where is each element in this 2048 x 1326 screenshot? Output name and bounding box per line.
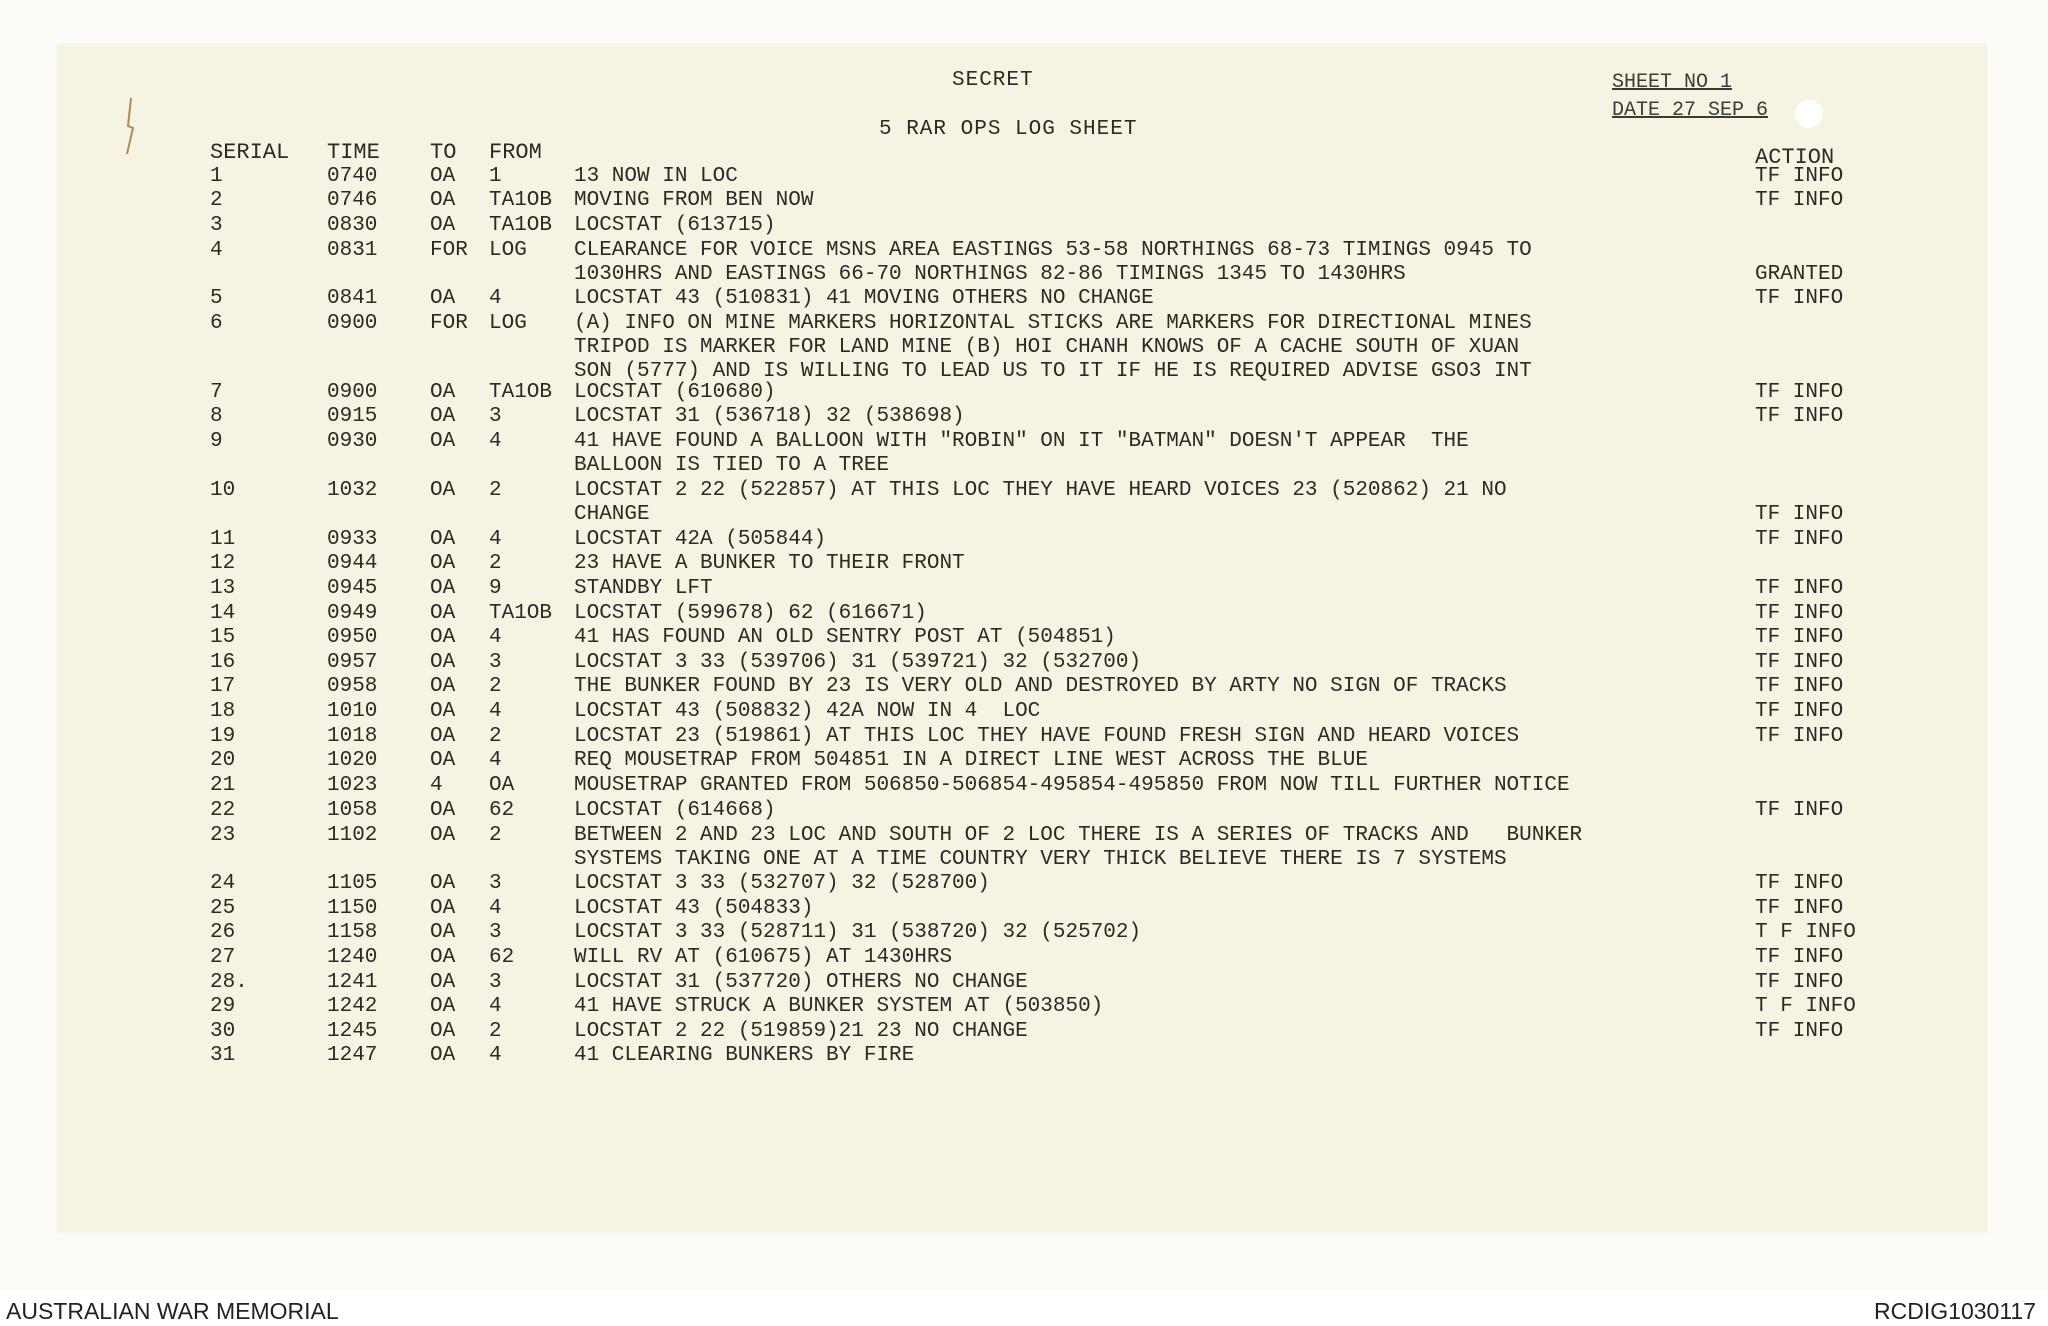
classification-label: SECRET <box>952 69 1034 92</box>
serial-cell: 9 <box>210 430 223 453</box>
time-cell: 1245 <box>327 1020 378 1043</box>
to-cell: OA <box>430 824 456 847</box>
to-cell: OA <box>430 528 456 551</box>
from-cell: 3 <box>489 971 502 994</box>
to-cell: OA <box>430 651 456 674</box>
action-row <box>57 725 1987 749</box>
table-row-continuation <box>57 454 1987 478</box>
col-header-to: TO <box>430 140 457 165</box>
serial-cell: 18 <box>210 700 236 723</box>
time-cell: 0831 <box>327 239 378 262</box>
from-cell: 4 <box>489 626 502 649</box>
time-cell: 0957 <box>327 651 378 674</box>
table-row-continuation <box>57 848 1987 872</box>
action-cell: TF INFO <box>1755 577 1844 600</box>
table-row <box>57 430 1987 454</box>
time-cell: 1020 <box>327 749 378 772</box>
from-cell: 9 <box>489 577 502 600</box>
time-cell: 1032 <box>327 479 378 502</box>
from-cell: 1 <box>489 165 502 188</box>
serial-cell: 29 <box>210 995 236 1018</box>
to-cell: OA <box>430 872 456 895</box>
message-cell: LOCSTAT 2 22 (522857) AT THIS LOC THEY HAVE HEARD VOICES 23 (520862) 21 NO <box>574 479 1507 502</box>
message-cell: TRIPOD IS MARKER FOR LAND MINE (B) HOI CHANH KNOWS OF A CACHE SOUTH OF XUAN <box>574 336 1520 359</box>
message-cell: 41 HAVE STRUCK A BUNKER SYSTEM AT (503850) <box>574 995 1104 1018</box>
table-row <box>57 774 1987 798</box>
message-cell: 1030HRS AND EASTINGS 66-70 NORTHINGS 82-86 TIMINGS 1345 TO 1430HRS <box>574 263 1406 286</box>
from-cell: TA1OB <box>489 602 553 625</box>
serial-cell: 24 <box>210 872 236 895</box>
col-header-from: FROM <box>489 140 542 165</box>
message-cell: BETWEEN 2 AND 23 LOC AND SOUTH OF 2 LOC THERE IS A SERIES OF TRACKS AND BUNKER <box>574 824 1583 847</box>
action-cell: GRANTED <box>1755 263 1844 286</box>
message-cell: MOUSETRAP GRANTED FROM 506850-506854-495854-495850 FROM NOW TILL FURTHER NOTICE <box>574 774 1570 797</box>
time-cell: 0958 <box>327 675 378 698</box>
action-cell: TF INFO <box>1755 602 1844 625</box>
table-row <box>57 824 1987 848</box>
serial-cell: 22 <box>210 799 236 822</box>
serial-cell: 28. <box>210 971 248 994</box>
time-cell: 0915 <box>327 405 378 428</box>
time-cell: 1242 <box>327 995 378 1018</box>
to-cell: OA <box>430 799 456 822</box>
to-cell: OA <box>430 430 456 453</box>
message-cell: LOCSTAT 23 (519861) AT THIS LOC THEY HAVE FOUND FRESH SIGN AND HEARD VOICES <box>574 725 1520 748</box>
table-row <box>57 239 1987 263</box>
serial-cell: 2 <box>210 189 223 212</box>
message-cell: LOCSTAT (614668) <box>574 799 776 822</box>
message-cell: 41 CLEARING BUNKERS BY FIRE <box>574 1044 915 1067</box>
action-cell: TF INFO <box>1755 872 1844 895</box>
to-cell: OA <box>430 287 456 310</box>
page-title: 5 RAR OPS LOG SHEET <box>879 118 1138 141</box>
serial-cell: 27 <box>210 946 236 969</box>
action-row <box>57 528 1987 552</box>
action-row <box>57 700 1987 724</box>
from-cell: LOG <box>489 239 527 262</box>
table-row <box>57 214 1987 238</box>
from-cell: 3 <box>489 872 502 895</box>
serial-cell: 1 <box>210 165 223 188</box>
message-cell: CLEARANCE FOR VOICE MSNS AREA EASTINGS 53-58 NORTHINGS 68-73 TIMINGS 0945 TO <box>574 239 1532 262</box>
action-row <box>57 577 1987 601</box>
to-cell: OA <box>430 577 456 600</box>
serial-cell: 14 <box>210 602 236 625</box>
message-cell: WILL RV AT (610675) AT 1430HRS <box>574 946 953 969</box>
sheet-number: SHEET NO 1 <box>1612 71 1733 94</box>
table-row <box>57 479 1987 503</box>
to-cell: OA <box>430 1020 456 1043</box>
from-cell: 4 <box>489 430 502 453</box>
from-cell: 3 <box>489 651 502 674</box>
from-cell: TA1OB <box>489 214 553 237</box>
from-cell: 2 <box>489 675 502 698</box>
action-row <box>57 995 1987 1019</box>
message-cell: LOCSTAT 43 (510831) 41 MOVING OTHERS NO CHANGE <box>574 287 1154 310</box>
time-cell: 0900 <box>327 312 378 335</box>
to-cell: OA <box>430 189 456 212</box>
message-cell: (A) INFO ON MINE MARKERS HORIZONTAL STICKS ARE MARKERS FOR DIRECTIONAL MINES <box>574 312 1532 335</box>
message-cell: THE BUNKER FOUND BY 23 IS VERY OLD AND DESTROYED BY ARTY NO SIGN OF TRACKS <box>574 675 1507 698</box>
to-cell: 4 <box>430 774 443 797</box>
message-cell: LOCSTAT 3 33 (532707) 32 (528700) <box>574 872 990 895</box>
time-cell: 0746 <box>327 189 378 212</box>
time-cell: 1058 <box>327 799 378 822</box>
time-cell: 0949 <box>327 602 378 625</box>
message-cell: 41 HAS FOUND AN OLD SENTRY POST AT (504851) <box>574 626 1116 649</box>
serial-cell: 13 <box>210 577 236 600</box>
serial-cell: 16 <box>210 651 236 674</box>
action-cell: TF INFO <box>1755 1020 1844 1043</box>
time-cell: 1102 <box>327 824 378 847</box>
action-cell: TF INFO <box>1755 626 1844 649</box>
from-cell: 2 <box>489 552 502 575</box>
from-cell: 4 <box>489 897 502 920</box>
punch-hole <box>1795 100 1823 128</box>
table-row-continuation <box>57 336 1987 360</box>
to-cell: OA <box>430 946 456 969</box>
col-header-action: ACTION <box>1755 145 1835 170</box>
time-cell: 1023 <box>327 774 378 797</box>
from-cell: 2 <box>489 824 502 847</box>
to-cell: OA <box>430 897 456 920</box>
from-cell: LOG <box>489 312 527 335</box>
to-cell: OA <box>430 921 456 944</box>
message-cell: 41 HAVE FOUND A BALLOON WITH "ROBIN" ON IT "BATMAN" DOESN'T APPEAR THE <box>574 430 1469 453</box>
action-row <box>57 1020 1987 1044</box>
serial-cell: 12 <box>210 552 236 575</box>
to-cell: FOR <box>430 312 468 335</box>
from-cell: 2 <box>489 725 502 748</box>
action-cell: T F INFO <box>1755 921 1856 944</box>
to-cell: OA <box>430 700 456 723</box>
col-header-time: TIME <box>327 140 380 165</box>
to-cell: OA <box>430 381 456 404</box>
footer-id: RCDIG1030117 <box>1874 1298 2036 1324</box>
time-cell: 0945 <box>327 577 378 600</box>
time-cell: 1010 <box>327 700 378 723</box>
message-cell: BALLOON IS TIED TO A TREE <box>574 454 890 477</box>
serial-cell: 25 <box>210 897 236 920</box>
serial-cell: 8 <box>210 405 223 428</box>
message-cell: REQ MOUSETRAP FROM 504851 IN A DIRECT LINE WEST ACROSS THE BLUE <box>574 749 1368 772</box>
serial-cell: 4 <box>210 239 223 262</box>
from-cell: 4 <box>489 749 502 772</box>
action-row <box>57 602 1987 626</box>
time-cell: 0950 <box>327 626 378 649</box>
serial-cell: 5 <box>210 287 223 310</box>
action-row <box>57 503 1987 527</box>
to-cell: OA <box>430 552 456 575</box>
to-cell: OA <box>430 971 456 994</box>
message-cell: SYSTEMS TAKING ONE AT A TIME COUNTRY VERY THICK BELIEVE THERE IS 7 SYSTEMS <box>574 848 1507 871</box>
serial-cell: 15 <box>210 626 236 649</box>
from-cell: 3 <box>489 405 502 428</box>
message-cell: 23 HAVE A BUNKER TO THEIR FRONT <box>574 552 965 575</box>
action-cell: TF INFO <box>1755 503 1844 526</box>
from-cell: 2 <box>489 479 502 502</box>
action-row <box>57 189 1987 213</box>
action-cell: TF INFO <box>1755 287 1844 310</box>
serial-cell: 23 <box>210 824 236 847</box>
from-cell: 62 <box>489 946 515 969</box>
time-cell: 1158 <box>327 921 378 944</box>
action-row <box>57 946 1987 970</box>
message-cell: LOCSTAT 3 33 (528711) 31 (538720) 32 (525702) <box>574 921 1142 944</box>
message-cell: LOCSTAT 31 (536718) 32 (538698) <box>574 405 965 428</box>
message-cell: LOCSTAT 43 (508832) 42A NOW IN 4 LOC <box>574 700 1041 723</box>
from-cell: 4 <box>489 995 502 1018</box>
table-row <box>57 312 1987 336</box>
to-cell: OA <box>430 214 456 237</box>
message-cell: 13 NOW IN LOC <box>574 165 738 188</box>
table-row <box>57 1044 1987 1068</box>
action-row <box>57 381 1987 405</box>
to-cell: OA <box>430 165 456 188</box>
col-header-serial: SERIAL <box>210 140 290 165</box>
action-cell: TF INFO <box>1755 725 1844 748</box>
message-cell: STANDBY LFT <box>574 577 713 600</box>
footer-bar <box>0 1290 2048 1326</box>
from-cell: 3 <box>489 921 502 944</box>
log-sheet-paper <box>57 44 1987 1232</box>
action-row <box>57 799 1987 823</box>
from-cell: 4 <box>489 287 502 310</box>
message-cell: LOCSTAT 2 22 (519859)21 23 NO CHANGE <box>574 1020 1028 1043</box>
action-row <box>57 651 1987 675</box>
serial-cell: 20 <box>210 749 236 772</box>
action-cell: TF INFO <box>1755 700 1844 723</box>
message-cell: LOCSTAT (613715) <box>574 214 776 237</box>
time-cell: 0841 <box>327 287 378 310</box>
action-row <box>57 626 1987 650</box>
action-row <box>57 971 1987 995</box>
message-cell: SON (5777) AND IS WILLING TO LEAD US TO IT IF HE IS REQUIRED ADVISE GSO3 INT <box>574 360 1532 383</box>
time-cell: 0933 <box>327 528 378 551</box>
to-cell: OA <box>430 995 456 1018</box>
action-cell: TF INFO <box>1755 528 1844 551</box>
from-cell: 2 <box>489 1020 502 1043</box>
serial-cell: 6 <box>210 312 223 335</box>
to-cell: OA <box>430 1044 456 1067</box>
time-cell: 1105 <box>327 872 378 895</box>
action-row <box>57 263 1987 287</box>
serial-cell: 30 <box>210 1020 236 1043</box>
action-cell: TF INFO <box>1755 381 1844 404</box>
to-cell: OA <box>430 479 456 502</box>
pencil-mark-icon <box>119 96 139 156</box>
to-cell: OA <box>430 602 456 625</box>
to-cell: OA <box>430 405 456 428</box>
action-row <box>57 921 1987 945</box>
action-cell: TF INFO <box>1755 165 1844 188</box>
time-cell: 0830 <box>327 214 378 237</box>
to-cell: OA <box>430 675 456 698</box>
message-cell: LOCSTAT 3 33 (539706) 31 (539721) 32 (532700) <box>574 651 1142 674</box>
from-cell: TA1OB <box>489 381 553 404</box>
action-cell: TF INFO <box>1755 971 1844 994</box>
footer-credit: AUSTRALIAN WAR MEMORIAL <box>6 1298 339 1324</box>
from-cell: 62 <box>489 799 515 822</box>
message-cell: LOCSTAT (610680) <box>574 381 776 404</box>
serial-cell: 11 <box>210 528 236 551</box>
to-cell: FOR <box>430 239 468 262</box>
message-cell: LOCSTAT (599678) 62 (616671) <box>574 602 927 625</box>
time-cell: 0900 <box>327 381 378 404</box>
serial-cell: 17 <box>210 675 236 698</box>
action-cell: TF INFO <box>1755 189 1844 212</box>
time-cell: 1247 <box>327 1044 378 1067</box>
serial-cell: 3 <box>210 214 223 237</box>
action-cell: TF INFO <box>1755 675 1844 698</box>
action-cell: TF INFO <box>1755 405 1844 428</box>
message-cell: LOCSTAT 42A (505844) <box>574 528 827 551</box>
time-cell: 0944 <box>327 552 378 575</box>
serial-cell: 10 <box>210 479 236 502</box>
message-cell: LOCSTAT 43 (504833) <box>574 897 814 920</box>
message-cell: LOCSTAT 31 (537720) OTHERS NO CHANGE <box>574 971 1028 994</box>
to-cell: OA <box>430 725 456 748</box>
to-cell: OA <box>430 749 456 772</box>
action-row <box>57 165 1987 189</box>
action-cell: TF INFO <box>1755 897 1844 920</box>
sheet-date: DATE 27 SEP 6 <box>1612 99 1769 122</box>
time-cell: 1240 <box>327 946 378 969</box>
message-cell: CHANGE <box>574 503 650 526</box>
action-row <box>57 287 1987 311</box>
serial-cell: 7 <box>210 381 223 404</box>
from-cell: 4 <box>489 1044 502 1067</box>
message-cell: MOVING FROM BEN NOW <box>574 189 814 212</box>
table-row <box>57 552 1987 576</box>
time-cell: 0930 <box>327 430 378 453</box>
action-cell: TF INFO <box>1755 799 1844 822</box>
serial-cell: 21 <box>210 774 236 797</box>
action-cell: T F INFO <box>1755 995 1856 1018</box>
from-cell: 4 <box>489 700 502 723</box>
action-cell: TF INFO <box>1755 946 1844 969</box>
time-cell: 1241 <box>327 971 378 994</box>
serial-cell: 31 <box>210 1044 236 1067</box>
action-row <box>57 675 1987 699</box>
time-cell: 1150 <box>327 897 378 920</box>
serial-cell: 19 <box>210 725 236 748</box>
action-row <box>57 897 1987 921</box>
from-cell: OA <box>489 774 515 797</box>
from-cell: 4 <box>489 528 502 551</box>
table-row <box>57 749 1987 773</box>
action-row <box>57 872 1987 896</box>
time-cell: 1018 <box>327 725 378 748</box>
from-cell: TA1OB <box>489 189 553 212</box>
to-cell: OA <box>430 626 456 649</box>
action-cell: TF INFO <box>1755 651 1844 674</box>
serial-cell: 26 <box>210 921 236 944</box>
action-row <box>57 405 1987 429</box>
time-cell: 0740 <box>327 165 378 188</box>
